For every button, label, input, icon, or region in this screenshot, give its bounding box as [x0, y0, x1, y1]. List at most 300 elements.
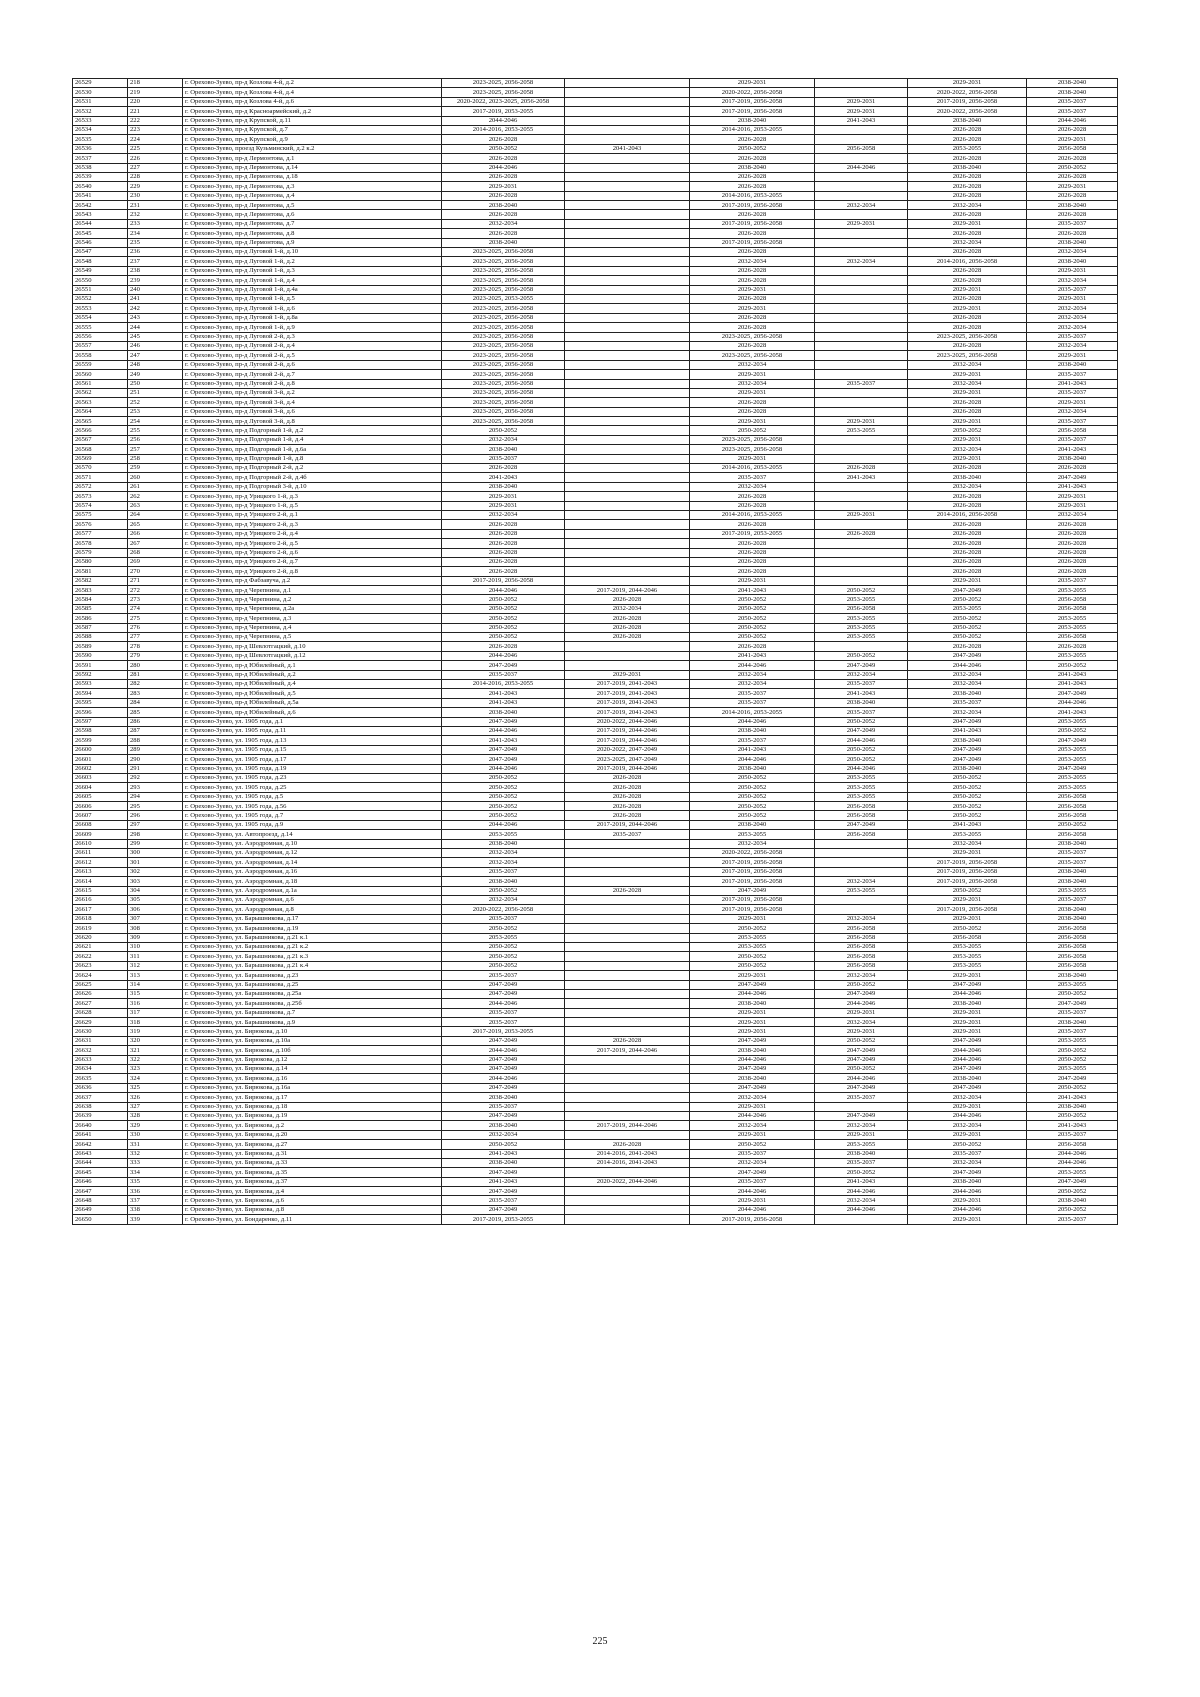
period-col-1-cell: 2041-2043: [442, 736, 565, 745]
period-col-2-cell: 2032-2034: [565, 604, 690, 613]
row-number-cell: 26622: [73, 952, 128, 961]
period-col-6-cell: 2050-2052: [1027, 661, 1118, 670]
item-number-cell: 222: [128, 116, 183, 125]
period-col-4-cell: 2035-2037: [815, 379, 908, 388]
item-number-cell: 305: [128, 895, 183, 904]
period-col-1-cell: 2047-2049: [442, 1111, 565, 1120]
table-row: [73, 1093, 1118, 1102]
address-cell: г. Орехово-Зуево, пр-д Юбилейный, д.6: [183, 708, 442, 717]
period-col-6-cell: 2038-2040: [1027, 971, 1118, 980]
period-col-5-cell: 2047-2049: [908, 651, 1027, 660]
period-col-3-cell: 2017-2019, 2053-2055: [690, 529, 815, 538]
address-cell: г. Орехово-Зуево, пр-д Лермонтова, д.5: [183, 201, 442, 210]
period-col-4-cell: 2050-2052: [815, 755, 908, 764]
period-col-1-cell: 2044-2046: [442, 999, 565, 1008]
period-col-3-cell: 2050-2052: [690, 802, 815, 811]
item-number-cell: 330: [128, 1130, 183, 1139]
period-col-4-cell: [815, 351, 908, 360]
table-row: [73, 1196, 1118, 1205]
period-col-2-cell: 2017-2019, 2044-2046: [565, 820, 690, 829]
period-col-2-cell: [565, 379, 690, 388]
period-col-6-cell: 2053-2055: [1027, 773, 1118, 782]
address-cell: г. Орехово-Зуево, пр-д Луговой 1-й, д.5: [183, 294, 442, 303]
period-col-5-cell: 2044-2046: [908, 989, 1027, 998]
table-row: [73, 435, 1118, 444]
period-col-3-cell: 2026-2028: [690, 407, 815, 416]
row-number-cell: 26572: [73, 482, 128, 491]
item-number-cell: 323: [128, 1065, 183, 1074]
item-number-cell: 273: [128, 595, 183, 604]
period-col-5-cell: 2050-2052: [908, 426, 1027, 435]
period-col-5-cell: 2032-2034: [908, 1121, 1027, 1130]
period-col-4-cell: 2038-2040: [815, 698, 908, 707]
period-col-5-cell: 2029-2031: [908, 285, 1027, 294]
period-col-1-cell: 2035-2037: [442, 971, 565, 980]
item-number-cell: 333: [128, 1158, 183, 1167]
item-number-cell: 252: [128, 398, 183, 407]
period-col-4-cell: [815, 858, 908, 867]
period-col-1-cell: 2050-2052: [442, 633, 565, 642]
row-number-cell: 26548: [73, 257, 128, 266]
period-col-4-cell: 2050-2052: [815, 586, 908, 595]
address-cell: г. Орехово-Зуево, пр-д Шевлотгацкий, д.12: [183, 651, 442, 660]
period-col-3-cell: 2050-2052: [690, 604, 815, 613]
row-number-cell: 26648: [73, 1196, 128, 1205]
table-row: [73, 313, 1118, 322]
period-col-1-cell: 2026-2028: [442, 548, 565, 557]
period-col-6-cell: 2026-2028: [1027, 229, 1118, 238]
address-cell: г. Орехово-Зуево, пр-д Урицкого 2-й, д.3: [183, 520, 442, 529]
period-col-2-cell: [565, 163, 690, 172]
address-cell: г. Орехово-Зуево, пр-д Луговой 2-й, д.6: [183, 360, 442, 369]
period-col-4-cell: 2041-2043: [815, 689, 908, 698]
period-col-5-cell: 2026-2028: [908, 154, 1027, 163]
row-number-cell: 26580: [73, 557, 128, 566]
item-number-cell: 269: [128, 557, 183, 566]
row-number-cell: 26595: [73, 698, 128, 707]
table-row: [73, 1111, 1118, 1120]
table-row: [73, 830, 1118, 839]
period-col-5-cell: 2026-2028: [908, 501, 1027, 510]
period-col-2-cell: [565, 210, 690, 219]
period-col-2-cell: [565, 79, 690, 88]
period-col-6-cell: 2029-2031: [1027, 266, 1118, 275]
period-col-5-cell: 2029-2031: [908, 79, 1027, 88]
item-number-cell: 232: [128, 210, 183, 219]
period-col-3-cell: 2026-2028: [690, 248, 815, 257]
period-col-2-cell: [565, 154, 690, 163]
table-row: [73, 933, 1118, 942]
period-col-2-cell: 2017-2019, 2044-2046: [565, 1121, 690, 1130]
period-col-5-cell: 2026-2028: [908, 125, 1027, 134]
address-cell: г. Орехово-Зуево, пр-д Лермонтова, д.7: [183, 219, 442, 228]
table-row: [73, 999, 1118, 1008]
row-number-cell: 26600: [73, 745, 128, 754]
row-number-cell: 26647: [73, 1187, 128, 1196]
period-col-2-cell: 2026-2028: [565, 1036, 690, 1045]
item-number-cell: 332: [128, 1149, 183, 1158]
period-col-1-cell: 2023-2025, 2056-2058: [442, 407, 565, 416]
period-col-2-cell: 2035-2037: [565, 830, 690, 839]
period-col-4-cell: [815, 341, 908, 350]
period-col-6-cell: 2047-2049: [1027, 736, 1118, 745]
period-col-3-cell: 2029-2031: [690, 971, 815, 980]
table-row: [73, 238, 1118, 247]
table-row: [73, 773, 1118, 782]
table-row: [73, 783, 1118, 792]
period-col-3-cell: 2029-2031: [690, 454, 815, 463]
period-col-4-cell: 2056-2058: [815, 604, 908, 613]
row-number-cell: 26618: [73, 914, 128, 923]
period-col-5-cell: 2047-2049: [908, 1168, 1027, 1177]
address-cell: г. Орехово-Зуево, проезд Кузьминский, д.2 к.2: [183, 144, 442, 153]
period-col-3-cell: 2038-2040: [690, 1074, 815, 1083]
period-col-1-cell: 2047-2049: [442, 1168, 565, 1177]
row-number-cell: 26549: [73, 266, 128, 275]
table-row: [73, 698, 1118, 707]
table-row: [73, 482, 1118, 491]
item-number-cell: 293: [128, 783, 183, 792]
period-col-3-cell: 2029-2031: [690, 1102, 815, 1111]
period-col-1-cell: 2041-2043: [442, 698, 565, 707]
period-col-2-cell: [565, 877, 690, 886]
period-col-4-cell: [815, 135, 908, 144]
row-number-cell: 26640: [73, 1121, 128, 1130]
period-col-3-cell: 2050-2052: [690, 623, 815, 632]
period-col-5-cell: 2026-2028: [908, 313, 1027, 322]
period-col-1-cell: 2023-2025, 2056-2058: [442, 257, 565, 266]
table-row: [73, 323, 1118, 332]
table-row: [73, 1149, 1118, 1158]
period-col-6-cell: 2047-2049: [1027, 473, 1118, 482]
item-number-cell: 292: [128, 773, 183, 782]
period-col-6-cell: 2035-2037: [1027, 576, 1118, 585]
period-col-2-cell: [565, 952, 690, 961]
period-col-6-cell: 2032-2034: [1027, 304, 1118, 313]
period-col-6-cell: 2026-2028: [1027, 548, 1118, 557]
address-cell: г. Орехово-Зуево, пр-д Юбилейный, д.4: [183, 680, 442, 689]
address-cell: г. Орехово-Зуево, ул. Бирюкова, д.16: [183, 1074, 442, 1083]
period-col-3-cell: 2017-2019, 2056-2058: [690, 201, 815, 210]
period-col-1-cell: 2026-2028: [442, 154, 565, 163]
period-col-5-cell: 2038-2040: [908, 764, 1027, 773]
period-col-1-cell: 2050-2052: [442, 144, 565, 153]
period-col-1-cell: 2050-2052: [442, 623, 565, 632]
period-col-5-cell: 2026-2028: [908, 398, 1027, 407]
address-cell: г. Орехово-Зуево, пр-д Луговой 2-й, д.3: [183, 332, 442, 341]
period-col-5-cell: 2029-2031: [908, 1102, 1027, 1111]
period-col-5-cell: 2026-2028: [908, 229, 1027, 238]
item-number-cell: 302: [128, 867, 183, 876]
row-number-cell: 26630: [73, 1027, 128, 1036]
period-col-4-cell: 2050-2052: [815, 1065, 908, 1074]
period-col-1-cell: 2023-2025, 2056-2058: [442, 304, 565, 313]
address-cell: г. Орехово-Зуево, пр-д Луговой 1-й, д.4а: [183, 285, 442, 294]
period-col-1-cell: 2023-2025, 2056-2058: [442, 313, 565, 322]
period-col-2-cell: 2026-2028: [565, 792, 690, 801]
period-col-4-cell: 2032-2034: [815, 877, 908, 886]
period-col-4-cell: 2050-2052: [815, 651, 908, 660]
table-row: [73, 351, 1118, 360]
table-row: [73, 858, 1118, 867]
row-number-cell: 26593: [73, 680, 128, 689]
period-col-5-cell: 2032-2034: [908, 680, 1027, 689]
period-col-2-cell: [565, 238, 690, 247]
period-col-3-cell: 2041-2043: [690, 586, 815, 595]
period-col-4-cell: [815, 905, 908, 914]
period-col-4-cell: [815, 1102, 908, 1111]
period-col-3-cell: 2014-2016, 2053-2055: [690, 125, 815, 134]
period-col-6-cell: 2044-2046: [1027, 1158, 1118, 1167]
period-col-6-cell: 2038-2040: [1027, 238, 1118, 247]
period-col-2-cell: [565, 510, 690, 519]
table-row: [73, 529, 1118, 538]
period-col-1-cell: 2035-2037: [442, 914, 565, 923]
period-col-1-cell: 2044-2046: [442, 1046, 565, 1055]
period-col-2-cell: [565, 1102, 690, 1111]
period-col-4-cell: [815, 388, 908, 397]
address-cell: г. Орехово-Зуево, ул. 1905 года, д.5: [183, 792, 442, 801]
period-col-3-cell: 2050-2052: [690, 811, 815, 820]
period-col-1-cell: 2026-2028: [442, 191, 565, 200]
period-col-1-cell: 2029-2031: [442, 492, 565, 501]
period-col-6-cell: 2026-2028: [1027, 539, 1118, 548]
address-cell: г. Орехово-Зуево, ул. Бирюкова, д.19: [183, 1111, 442, 1120]
table-row: [73, 445, 1118, 454]
period-col-1-cell: 2041-2043: [442, 689, 565, 698]
table-row: [73, 548, 1118, 557]
period-col-1-cell: 2023-2025, 2053-2055: [442, 294, 565, 303]
period-col-2-cell: 2017-2019, 2044-2046: [565, 736, 690, 745]
period-col-2-cell: [565, 1065, 690, 1074]
item-number-cell: 288: [128, 736, 183, 745]
period-col-2-cell: [565, 285, 690, 294]
address-cell: г. Орехово-Зуево, ул. 1905 года, д.56: [183, 802, 442, 811]
period-col-1-cell: 2029-2031: [442, 182, 565, 191]
item-number-cell: 278: [128, 642, 183, 651]
period-col-6-cell: 2035-2037: [1027, 370, 1118, 379]
table-row: [73, 1130, 1118, 1139]
address-cell: г. Орехово-Зуево, ул. Автопроезд, д.14: [183, 830, 442, 839]
address-cell: г. Орехово-Зуево, пр-д Луговой 1-й, д.6: [183, 304, 442, 313]
period-col-2-cell: [565, 445, 690, 454]
period-col-3-cell: 2020-2022, 2056-2058: [690, 88, 815, 97]
period-col-1-cell: 2017-2019, 2053-2055: [442, 1027, 565, 1036]
item-number-cell: 226: [128, 154, 183, 163]
period-col-5-cell: 2041-2043: [908, 726, 1027, 735]
period-col-1-cell: 2014-2016, 2053-2055: [442, 125, 565, 134]
row-number-cell: 26585: [73, 604, 128, 613]
item-number-cell: 277: [128, 633, 183, 642]
row-number-cell: 26627: [73, 999, 128, 1008]
period-col-5-cell: 2050-2052: [908, 924, 1027, 933]
table-row: [73, 229, 1118, 238]
row-number-cell: 26547: [73, 248, 128, 257]
address-cell: г. Орехово-Зуево, пр-д Луговой 3-й, д.4: [183, 398, 442, 407]
address-cell: г. Орехово-Зуево, ул. Аэродромная, д.14: [183, 858, 442, 867]
row-number-cell: 26568: [73, 445, 128, 454]
period-col-2-cell: [565, 388, 690, 397]
period-col-4-cell: [815, 548, 908, 557]
period-col-5-cell: 2032-2034: [908, 482, 1027, 491]
period-col-2-cell: [565, 407, 690, 416]
item-number-cell: 328: [128, 1111, 183, 1120]
period-col-6-cell: 2041-2043: [1027, 379, 1118, 388]
address-cell: г. Орехово-Зуево, ул. Барышникова, д.21 к.1: [183, 933, 442, 942]
row-number-cell: 26534: [73, 125, 128, 134]
period-col-1-cell: 2044-2046: [442, 1074, 565, 1083]
item-number-cell: 260: [128, 473, 183, 482]
period-col-3-cell: 2029-2031: [690, 1196, 815, 1205]
item-number-cell: 230: [128, 191, 183, 200]
row-number-cell: 26619: [73, 924, 128, 933]
table-row: [73, 407, 1118, 416]
item-number-cell: 263: [128, 501, 183, 510]
item-number-cell: 317: [128, 1008, 183, 1017]
item-number-cell: 241: [128, 294, 183, 303]
table-row: [73, 914, 1118, 923]
period-col-4-cell: 2050-2052: [815, 745, 908, 754]
period-col-3-cell: 2017-2019, 2056-2058: [690, 219, 815, 228]
row-number-cell: 26537: [73, 154, 128, 163]
period-col-2-cell: [565, 501, 690, 510]
row-number-cell: 26551: [73, 285, 128, 294]
item-number-cell: 327: [128, 1102, 183, 1111]
period-col-5-cell: 2029-2031: [908, 1018, 1027, 1027]
period-col-4-cell: [815, 407, 908, 416]
period-col-2-cell: 2017-2019, 2041-2043: [565, 680, 690, 689]
row-number-cell: 26588: [73, 633, 128, 642]
period-col-3-cell: 2017-2019, 2056-2058: [690, 877, 815, 886]
period-col-4-cell: [815, 182, 908, 191]
period-col-6-cell: 2056-2058: [1027, 830, 1118, 839]
period-col-3-cell: 2047-2049: [690, 1168, 815, 1177]
address-cell: г. Орехово-Зуево, ул. Барышникова, д.21 к.2: [183, 942, 442, 951]
period-col-2-cell: [565, 172, 690, 181]
period-col-4-cell: 2047-2049: [815, 726, 908, 735]
period-col-4-cell: 2026-2028: [815, 464, 908, 473]
address-cell: г. Орехово-Зуево, ул. Бирюкова, д.10а: [183, 1036, 442, 1045]
period-col-4-cell: [815, 248, 908, 257]
period-col-6-cell: 2053-2055: [1027, 623, 1118, 632]
period-col-2-cell: [565, 417, 690, 426]
address-cell: г. Орехово-Зуево, пр-д Луговой 3-й, д.6: [183, 407, 442, 416]
table-row: [73, 276, 1118, 285]
row-number-cell: 26586: [73, 614, 128, 623]
period-col-3-cell: 2023-2025, 2056-2058: [690, 332, 815, 341]
period-col-4-cell: 2047-2049: [815, 1083, 908, 1092]
item-number-cell: 248: [128, 360, 183, 369]
period-col-1-cell: 2050-2052: [442, 792, 565, 801]
item-number-cell: 266: [128, 529, 183, 538]
period-col-5-cell: 2026-2028: [908, 135, 1027, 144]
item-number-cell: 320: [128, 1036, 183, 1045]
period-col-4-cell: [815, 313, 908, 322]
row-number-cell: 26574: [73, 501, 128, 510]
period-col-6-cell: 2029-2031: [1027, 398, 1118, 407]
period-col-6-cell: 2029-2031: [1027, 294, 1118, 303]
period-col-2-cell: 2026-2028: [565, 1140, 690, 1149]
period-col-1-cell: 2044-2046: [442, 764, 565, 773]
period-col-1-cell: 2026-2028: [442, 210, 565, 219]
period-col-5-cell: 2050-2052: [908, 886, 1027, 895]
period-col-2-cell: [565, 313, 690, 322]
table-row: [73, 510, 1118, 519]
period-col-3-cell: 2053-2055: [690, 933, 815, 942]
address-cell: г. Орехово-Зуево, пр-д Луговой 1-й, д.9: [183, 323, 442, 332]
item-number-cell: 244: [128, 323, 183, 332]
period-col-1-cell: 2038-2040: [442, 1158, 565, 1167]
period-col-6-cell: 2035-2037: [1027, 1027, 1118, 1036]
period-col-5-cell: 2029-2031: [908, 1027, 1027, 1036]
address-cell: г. Орехово-Зуево, пр-д Луговой 1-й, д.4: [183, 276, 442, 285]
period-col-5-cell: 2029-2031: [908, 576, 1027, 585]
period-col-5-cell: 2032-2034: [908, 708, 1027, 717]
row-number-cell: 26645: [73, 1168, 128, 1177]
row-number-cell: 26578: [73, 539, 128, 548]
period-col-6-cell: 2029-2031: [1027, 351, 1118, 360]
period-col-5-cell: 2017-2019, 2056-2058: [908, 867, 1027, 876]
period-col-3-cell: 2026-2028: [690, 539, 815, 548]
table-row: [73, 971, 1118, 980]
period-col-4-cell: 2047-2049: [815, 820, 908, 829]
table-row: [73, 651, 1118, 660]
period-col-2-cell: [565, 426, 690, 435]
period-col-2-cell: [565, 482, 690, 491]
period-col-2-cell: [565, 1055, 690, 1064]
period-col-5-cell: 2044-2046: [908, 1187, 1027, 1196]
period-col-5-cell: 2038-2040: [908, 689, 1027, 698]
period-col-5-cell: 2050-2052: [908, 1140, 1027, 1149]
period-col-6-cell: 2029-2031: [1027, 501, 1118, 510]
period-col-5-cell: 2032-2034: [908, 379, 1027, 388]
period-col-6-cell: 2053-2055: [1027, 783, 1118, 792]
row-number-cell: 26628: [73, 1008, 128, 1017]
period-col-3-cell: 2017-2019, 2056-2058: [690, 895, 815, 904]
period-col-3-cell: 2029-2031: [690, 79, 815, 88]
item-number-cell: 274: [128, 604, 183, 613]
row-number-cell: 26597: [73, 717, 128, 726]
address-cell: г. Орехово-Зуево, ул. Барышникова, д.25: [183, 980, 442, 989]
address-cell: г. Орехово-Зуево, пр-д Урицкого 2-й, д.7: [183, 557, 442, 566]
period-col-6-cell: 2050-2052: [1027, 989, 1118, 998]
period-col-5-cell: 2032-2034: [908, 360, 1027, 369]
period-col-1-cell: 2023-2025, 2056-2058: [442, 341, 565, 350]
period-col-2-cell: 2041-2043: [565, 144, 690, 153]
address-cell: г. Орехово-Зуево, пр-д Черепнина, д.4: [183, 623, 442, 632]
period-col-6-cell: 2056-2058: [1027, 924, 1118, 933]
period-col-6-cell: 2056-2058: [1027, 792, 1118, 801]
table-row: [73, 1121, 1118, 1130]
item-number-cell: 223: [128, 125, 183, 134]
period-col-1-cell: 2038-2040: [442, 1121, 565, 1130]
period-col-3-cell: 2026-2028: [690, 323, 815, 332]
period-col-4-cell: 2029-2031: [815, 219, 908, 228]
period-col-1-cell: 2050-2052: [442, 595, 565, 604]
item-number-cell: 299: [128, 839, 183, 848]
period-col-1-cell: 2047-2049: [442, 1036, 565, 1045]
address-cell: г. Орехово-Зуево, ул. 1905 года, д.19: [183, 764, 442, 773]
item-number-cell: 283: [128, 689, 183, 698]
period-col-4-cell: 2029-2031: [815, 107, 908, 116]
period-col-5-cell: 2029-2031: [908, 849, 1027, 858]
period-col-5-cell: 2053-2055: [908, 830, 1027, 839]
row-number-cell: 26589: [73, 642, 128, 651]
item-number-cell: 261: [128, 482, 183, 491]
period-col-2-cell: [565, 116, 690, 125]
period-col-4-cell: 2047-2049: [815, 1055, 908, 1064]
item-number-cell: 314: [128, 980, 183, 989]
